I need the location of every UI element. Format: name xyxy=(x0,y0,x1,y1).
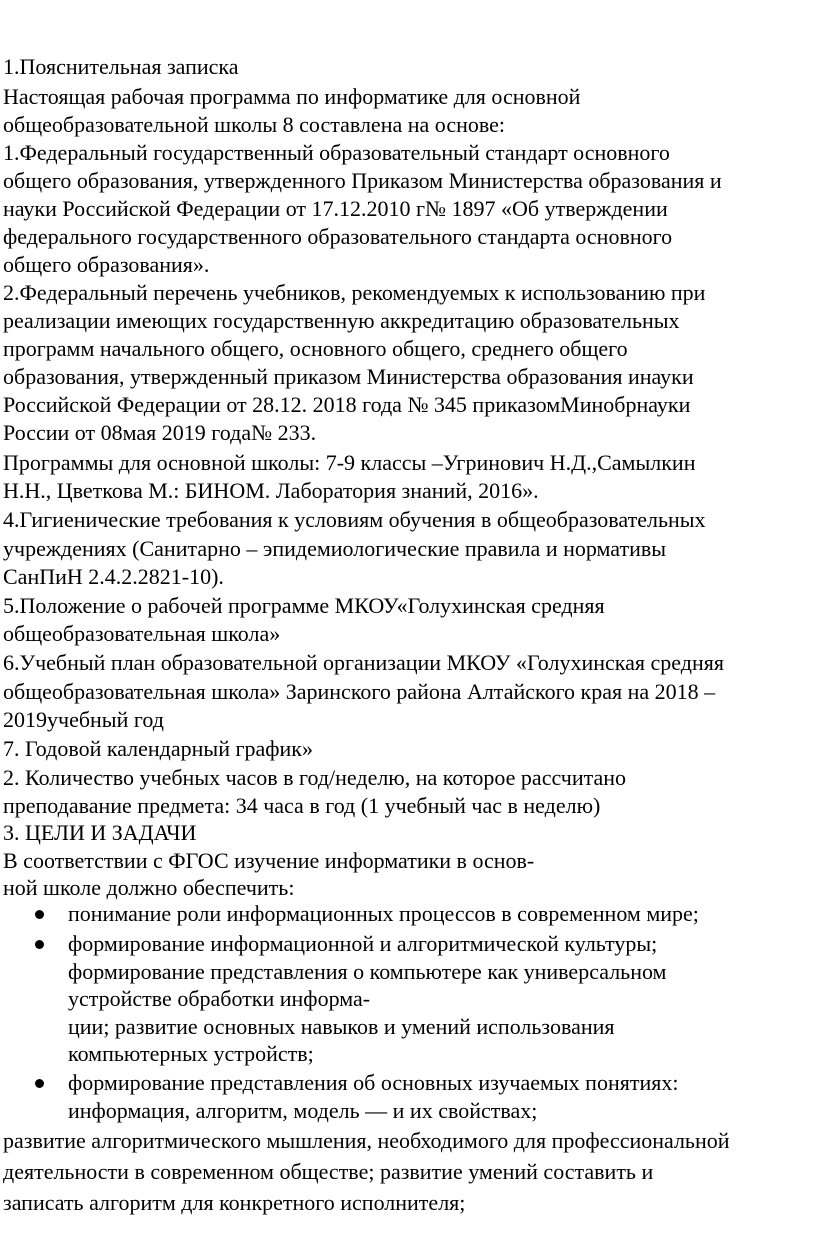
bullet-line: компьютерных устройств; xyxy=(68,1041,314,1066)
item1-line: 1.Федеральный государственный образовательный стандарт основного xyxy=(3,140,670,165)
item1-line: общего образования, утвержденного Приказом Министерства образования и xyxy=(3,168,722,193)
closing-line: записать алгоритм для конкретного исполнителя; xyxy=(3,1190,466,1215)
item6-line: 6.Учебный план образовательной организации МКОУ «Голухинская средняя xyxy=(3,650,724,675)
hours-line: 2. Количество учебных часов в год/неделю, на которое рассчитано xyxy=(3,765,627,790)
bullet-icon xyxy=(35,940,44,949)
intro-line: общеобразовательной школы 8 составлена на основе: xyxy=(3,112,505,137)
item2-line: реализации имеющих государственную аккредитацию образовательных xyxy=(3,308,680,333)
item5-line: общеобразовательная школа» xyxy=(3,621,281,646)
item2-line: программ начального общего, основного общего, среднего общего xyxy=(3,336,628,361)
hours-line: преподавание предмета: 34 часа в год (1 учебный час в неделю) xyxy=(3,793,601,818)
item1-line: науки Российской Федерации от 17.12.2010 г№ 1897 «Об утверждении xyxy=(3,196,668,221)
bullet-line: устройстве обработки информа- xyxy=(68,986,371,1011)
bullet-line: формирование представления о компьютере как универсальном xyxy=(68,959,667,984)
item4-line: учреждениях (Санитарно – эпидемиологические правила и нормативы xyxy=(3,536,667,561)
item6-line: общеобразовательная школа» Заринского района Алтайского края на 2018 – xyxy=(3,679,716,704)
item1-line: общего образования». xyxy=(3,252,210,277)
bullet-line: информация, алгоритм, модель — и их свойствах; xyxy=(68,1098,538,1123)
item5-line: 5.Положение о рабочей программе МКОУ«Голухинская средняя xyxy=(3,593,605,618)
bullet-icon xyxy=(35,1079,44,1088)
bullet-line: ции; развитие основных навыков и умений использования xyxy=(68,1014,615,1039)
item1-line: федерального государственного образовательного стандарта основного xyxy=(3,224,673,249)
section-title: 1.Пояснительная записка xyxy=(3,54,239,79)
item4-line: СанПиН 2.4.2.2821-10). xyxy=(3,564,224,589)
bullet-line: понимание роли информационных процессов в современном мире; xyxy=(68,901,699,926)
item2-line: Российской Федерации от 28.12. 2018 года № 345 приказомМинобрнауки xyxy=(3,392,691,417)
bullet-line: формирование представления об основных изучаемых понятиях: xyxy=(68,1070,679,1095)
closing-line: развитие алгоритмического мышления, необходимого для профессиональной xyxy=(3,1128,730,1153)
bullet-line: формирование информационной и алгоритмической культуры; xyxy=(68,931,658,956)
item7-line: 7. Годовой календарный график» xyxy=(3,736,313,761)
closing-line: деятельности в современном обществе; развитие умений составить и xyxy=(3,1159,654,1184)
item2-line: России от 08мая 2019 года№ 233. xyxy=(3,420,317,445)
item2-line: образования, утвержденный приказом Министерства образования инауки xyxy=(3,364,694,389)
bullet-icon xyxy=(35,910,44,919)
programs-line: Программы для основной школы: 7-9 классы –Угринович Н.Д.,Самылкин xyxy=(3,450,696,475)
item2-line: 2.Федеральный перечень учебников, рекомендуемых к использованию при xyxy=(3,280,706,305)
goals-intro-line: В соответствии с ФГОС изучение информатики в основ- xyxy=(3,848,535,873)
programs-line: Н.Н., Цветкова М.: БИНОМ. Лаборатория знаний, 2016». xyxy=(3,478,539,503)
intro-line: Настоящая рабочая программа по информатике для основной xyxy=(3,84,581,109)
goals-heading: 3. ЦЕЛИ И ЗАДАЧИ xyxy=(3,820,197,845)
item6-line: 2019учебный год xyxy=(3,707,164,732)
goals-intro-line: ной школе должно обеспечить: xyxy=(3,875,295,900)
item4-line: 4.Гигиенические требования к условиям обучения в общеобразовательных xyxy=(3,507,706,532)
